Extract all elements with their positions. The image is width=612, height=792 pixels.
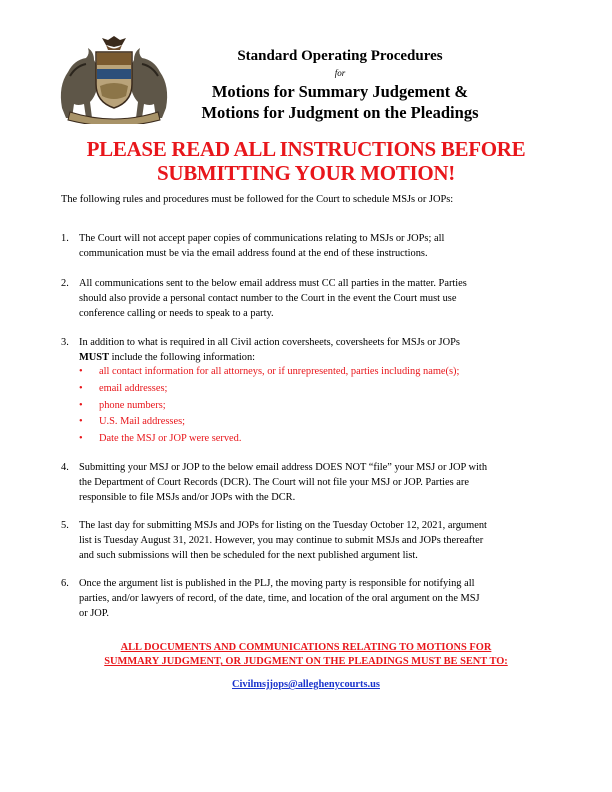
intro-text: The following rules and procedures must be followed for the Court to schedule MSJs or JOPs: [61, 194, 454, 205]
item-number: 6. [61, 578, 69, 589]
title-line-3: Motions for Judgment on the Pleadings [201, 103, 479, 122]
item-line: All communications sent to the below email address must CC all parties in the matter. Parties [79, 278, 467, 289]
item-number: 3. [61, 337, 69, 348]
item-line: or JOP. [79, 608, 110, 619]
item-line: The Court will not accept paper copies of communications relating to MSJs or JOPs; all [79, 233, 445, 244]
item-line: communication must be via the email address found at the end of these instructions. [79, 248, 428, 259]
item-line: Once the argument list is published in the PLJ, the moving party is responsible for notifying all [79, 578, 475, 589]
bullet-icon: • [79, 366, 83, 377]
contact-email-link[interactable]: Civilmsjjops@alleghenycourts.us [232, 679, 380, 690]
item-line: conference calling or needs to speak to a party. [79, 308, 274, 319]
title-line-2: Motions for Summary Judgement & [211, 82, 469, 101]
bullet-item: • all contact information for all attorneys, or if unrepresented, parties including name(s); [79, 366, 460, 377]
must-emphasis: MUST [79, 352, 110, 363]
item-number: 5. [61, 520, 69, 531]
bullet-icon: • [79, 400, 83, 411]
item-line: and such submissions will then be scheduled for the next published argument list. [79, 550, 418, 561]
pennsylvania-coat-of-arms-icon [56, 36, 172, 124]
item-number: 4. [61, 462, 69, 473]
item-line: parties, and/or lawyers of record, of the date, time, and location of the oral argument on the MSJ [79, 593, 480, 604]
item-line: Submitting your MSJ or JOP to the below email address DOES NOT “file” your MSJ or JOP with [79, 462, 488, 473]
bullet-icon: • [79, 383, 83, 394]
item-line: should also provide a personal contact number to the Court in the event the Court must use [79, 293, 457, 304]
bullet-icon: • [79, 433, 83, 444]
bullet-item: • phone numbers; [79, 400, 166, 411]
list-item-3 [61, 335, 551, 365]
title-line-1: Standard Operating Procedures [237, 48, 443, 64]
bullet-item: • Date the MSJ or JOP were served. [79, 433, 242, 444]
item-line: The last day for submitting MSJs and JOPs for listing on the Tuesday October 12, 2021, argument [79, 520, 487, 531]
item-number: 2. [61, 278, 69, 289]
item-line: In addition to what is required in all Civil action coversheets, coversheets for MSJs or JOPs [79, 337, 460, 348]
list-item-5 [61, 518, 551, 563]
bullet-item: • email addresses; [79, 383, 168, 394]
bullet-icon: • [79, 416, 83, 427]
item-line-rest: include the following information: [109, 352, 256, 363]
footer-notice-line-2: SUMMARY JUDGMENT, OR JUDGMENT ON THE PLEADINGS MUST BE SENT TO: [104, 656, 508, 667]
item-number: 1. [61, 233, 69, 244]
list-item-1 [61, 231, 551, 261]
item-line: responsible to file MSJs and/or JOPs with the DCR. [79, 492, 296, 503]
item-line: the Department of Court Records (DCR). The Court will not file your MSJ or JOP. Parties are [79, 477, 469, 488]
bullet-item: • U.S. Mail addresses; [79, 416, 186, 427]
list-item-4 [61, 460, 551, 505]
alert-line-2: SUBMITTING YOUR MOTION! [156, 161, 455, 185]
title-for: for [334, 68, 346, 78]
list-item-6 [61, 576, 551, 621]
list-item-2 [61, 276, 551, 321]
item-line: list is Tuesday August 31, 2021. However, you may continue to submit MSJs and JOPs thereafter [79, 535, 484, 546]
footer-notice-line-1: ALL DOCUMENTS AND COMMUNICATIONS RELATING TO MOTIONS FOR [120, 642, 492, 653]
alert-line-1: PLEASE READ ALL INSTRUCTIONS BEFORE [86, 137, 526, 161]
item-line [79, 350, 551, 365]
